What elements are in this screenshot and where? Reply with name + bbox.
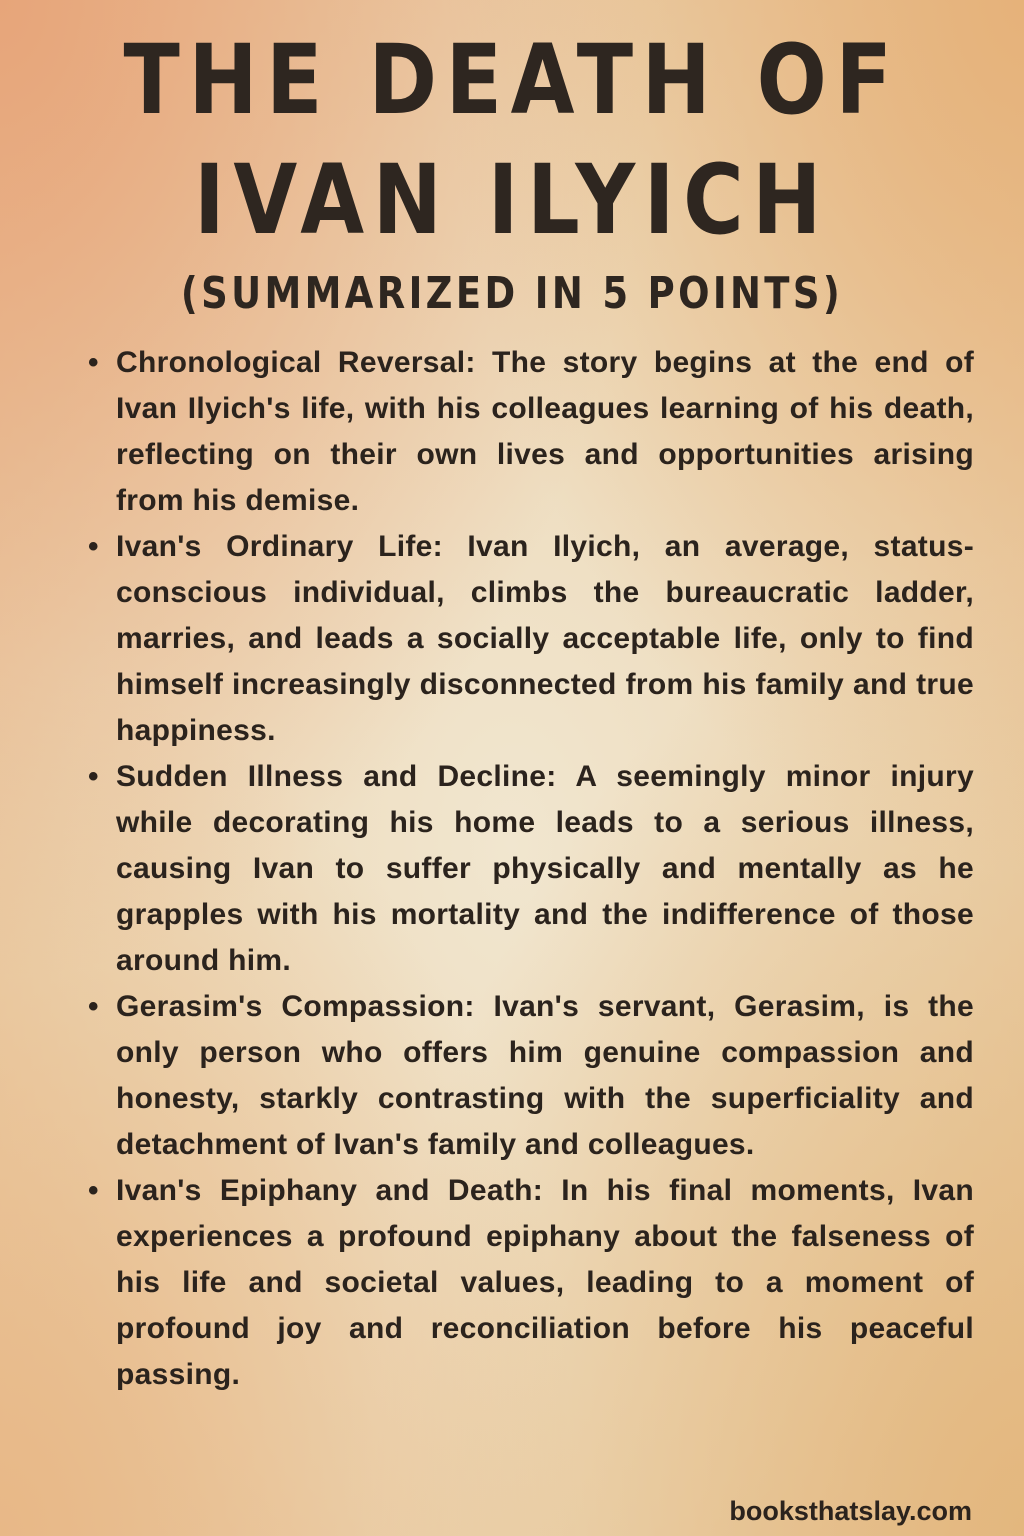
subtitle: (SUMMARIZED IN 5 POINTS) [180, 268, 844, 319]
list-item [88, 754, 974, 984]
point-text: Gerasim's Compassion: Ivan's servant, Gerasim, is the only person who offers him genuine compassion and honesty, starkly contrasting with the superficiality and detachment of Ivan's family and colleagues. [116, 990, 974, 1161]
bullet-icon: • [88, 1174, 99, 1207]
summary-list [88, 340, 974, 1398]
bullet-icon: • [88, 990, 99, 1023]
title-line-2: IVAN ILYICH [194, 144, 830, 256]
list-item [88, 524, 974, 754]
bullet-icon: • [88, 760, 99, 793]
point-text: Ivan's Ordinary Life: Ivan Ilyich, an average, status-conscious individual, climbs the bureaucratic ladder, marries, and leads a socially acceptable life, only to find himself increasingly disconnected from his family and true happiness. [116, 530, 974, 747]
list-item [88, 340, 974, 524]
point-text: Ivan's Epiphany and Death: In his final moments, Ivan experiences a profound epiphany about the falseness of his life and societal values, leading to a moment of profound joy and reconciliation before his peaceful passing. [116, 1174, 974, 1391]
point-text: Chronological Reversal: The story begins at the end of Ivan Ilyich's life, with his colleagues learning of his death, reflecting on their own lives and opportunities arising from his demise. [116, 346, 974, 517]
title-line-1: THE DEATH OF [123, 24, 901, 136]
point-text: Sudden Illness and Decline: A seemingly minor injury while decorating his home leads to a serious illness, causing Ivan to suffer physically and mentally as he grapples with his mortality and the indifference of those around him. [116, 760, 974, 977]
list-item [88, 984, 974, 1168]
bullet-icon: • [88, 346, 99, 379]
list-item [88, 1168, 974, 1398]
bullet-icon: • [88, 530, 99, 563]
site-url: booksthatslay.com [729, 1496, 972, 1526]
